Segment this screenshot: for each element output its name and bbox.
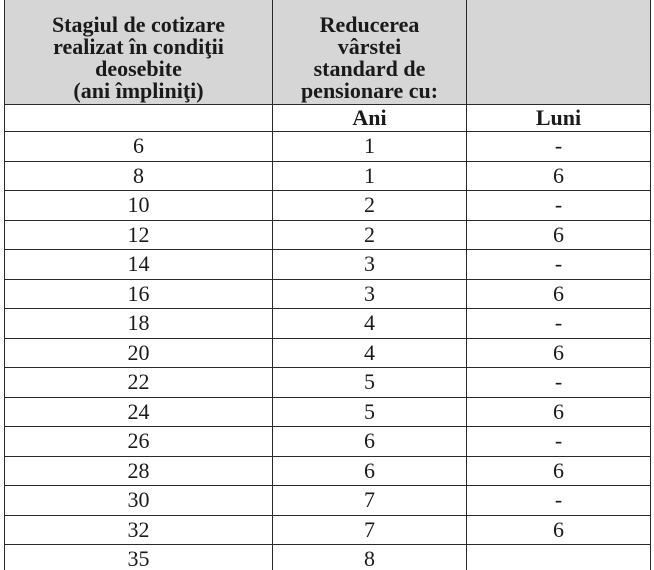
cell-stagiu: 24	[5, 397, 273, 427]
cell-ani: 2	[273, 220, 467, 250]
cell-ani: 7	[273, 486, 467, 516]
header-line: deosebite	[95, 56, 182, 81]
table-row	[5, 309, 651, 339]
cell-ani: 8	[273, 545, 467, 570]
cell-stagiu: 6	[5, 132, 273, 162]
header-line: vârstei	[337, 34, 402, 59]
cell-luni: -	[467, 132, 651, 162]
table-row	[5, 132, 651, 162]
header-line: (ani împliniţi)	[73, 78, 204, 103]
cell-luni	[467, 545, 651, 570]
table-row	[5, 486, 651, 516]
cell-stagiu: 26	[5, 427, 273, 457]
table-row	[5, 456, 651, 486]
cell-luni: 6	[467, 161, 651, 191]
header-line: Stagiul de cotizare	[51, 12, 226, 37]
cell-luni: -	[467, 191, 651, 221]
cell-ani: 3	[273, 279, 467, 309]
header-line: Reducerea	[319, 12, 420, 37]
cell-ani: 5	[273, 368, 467, 398]
subheader-ani: Ani	[273, 105, 467, 132]
cell-luni: 6	[467, 515, 651, 545]
header-line: pensionare cu:	[300, 78, 439, 103]
cell-luni: -	[467, 250, 651, 280]
header-reducerea-varstei	[273, 0, 467, 105]
cell-stagiu: 22	[5, 368, 273, 398]
cell-stagiu: 14	[5, 250, 273, 280]
header-line: standard de	[313, 56, 426, 81]
cell-luni: 6	[467, 279, 651, 309]
cell-luni: 6	[467, 338, 651, 368]
cell-ani: 3	[273, 250, 467, 280]
table-row	[5, 515, 651, 545]
cell-stagiu: 32	[5, 515, 273, 545]
cell-ani: 5	[273, 397, 467, 427]
pension-reduction-table	[4, 0, 651, 570]
header-line: realizat în condiţii	[53, 34, 224, 59]
table-row	[5, 338, 651, 368]
table-row	[5, 545, 651, 570]
table-row	[5, 250, 651, 280]
cell-stagiu: 35	[5, 545, 273, 570]
cell-ani: 4	[273, 309, 467, 339]
cell-luni: -	[467, 309, 651, 339]
subheader-empty	[5, 105, 273, 132]
cell-luni: -	[467, 427, 651, 457]
cell-luni: 6	[467, 456, 651, 486]
cell-ani: 1	[273, 161, 467, 191]
header-empty	[467, 0, 651, 105]
cell-ani: 2	[273, 191, 467, 221]
cell-luni: 6	[467, 220, 651, 250]
table-row	[5, 427, 651, 457]
cell-luni: -	[467, 368, 651, 398]
table-row	[5, 397, 651, 427]
table-subheader-row	[5, 105, 651, 132]
cell-stagiu: 12	[5, 220, 273, 250]
cell-stagiu: 16	[5, 279, 273, 309]
cell-stagiu: 18	[5, 309, 273, 339]
cell-luni: 6	[467, 397, 651, 427]
cell-stagiu: 10	[5, 191, 273, 221]
header-stagiu-cotizare	[5, 0, 273, 105]
table-body	[5, 132, 651, 570]
cell-stagiu: 8	[5, 161, 273, 191]
table-row	[5, 220, 651, 250]
cell-luni: -	[467, 486, 651, 516]
table-row	[5, 161, 651, 191]
cell-ani: 6	[273, 427, 467, 457]
table-row	[5, 279, 651, 309]
cell-stagiu: 20	[5, 338, 273, 368]
cell-stagiu: 28	[5, 456, 273, 486]
cell-ani: 4	[273, 338, 467, 368]
cell-ani: 6	[273, 456, 467, 486]
table-header-row	[5, 0, 651, 105]
cell-stagiu: 30	[5, 486, 273, 516]
table-row	[5, 368, 651, 398]
subheader-luni: Luni	[467, 105, 651, 132]
table-row	[5, 191, 651, 221]
cell-ani: 1	[273, 132, 467, 162]
cell-ani: 7	[273, 515, 467, 545]
